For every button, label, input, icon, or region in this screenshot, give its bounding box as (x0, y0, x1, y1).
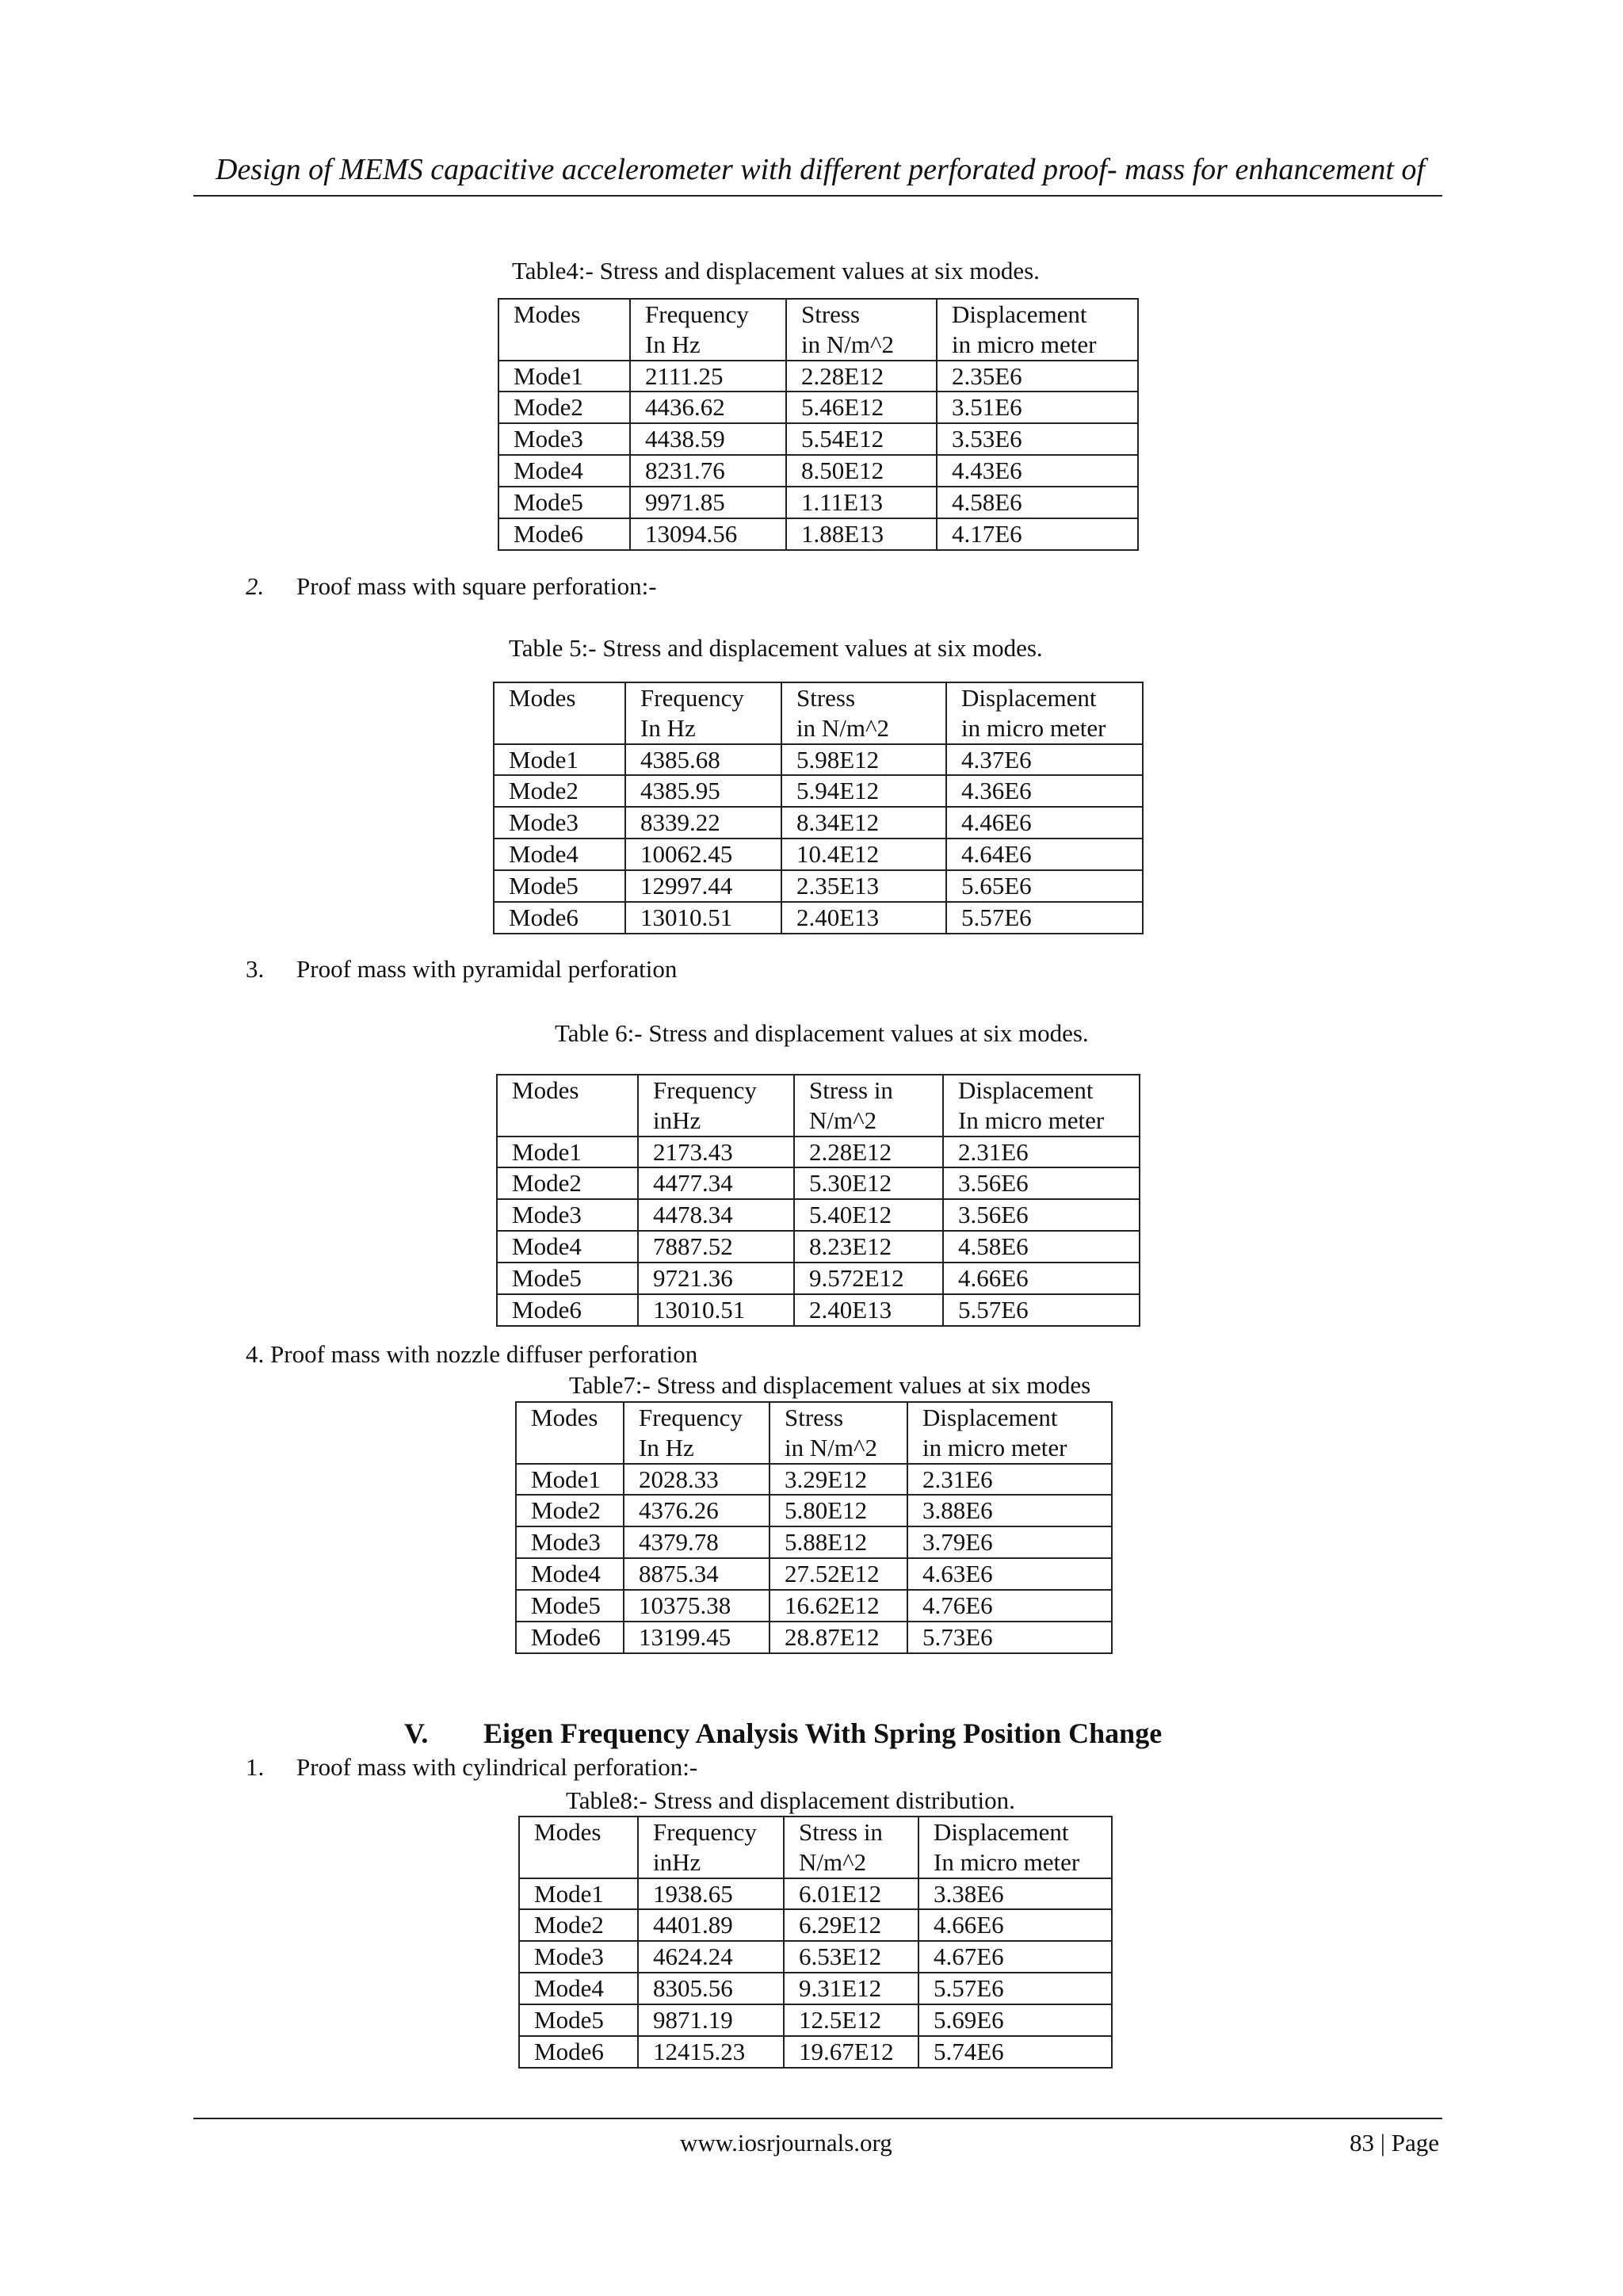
table7-caption: Table7:- Stress and displacement values at six modes (569, 1371, 1091, 1399)
table4-caption: Table4:- Stress and displacement values at six modes. (512, 257, 1040, 285)
table-header-row (494, 682, 1143, 744)
table-cell: Mode4 (498, 455, 630, 487)
column-header-line2: in micro meter (961, 713, 1106, 742)
table-cell: 4.46E6 (946, 807, 1143, 839)
table-cell: 5.57E6 (943, 1294, 1140, 1326)
table-cell: 3.88E6 (907, 1495, 1112, 1526)
table5 (493, 682, 1144, 934)
table-cell: 4436.62 (630, 392, 786, 423)
table-cell: 5.69E6 (918, 2004, 1112, 2036)
table-cell: Mode2 (498, 392, 630, 423)
table-cell: 5.46E12 (786, 392, 937, 423)
table-row (519, 2004, 1112, 2036)
column-header-line1: Modes (509, 684, 576, 712)
table-row (519, 1909, 1112, 1941)
column-header (918, 1817, 1112, 1878)
column-header-line2: inHz (653, 1106, 701, 1134)
column-header (638, 1075, 794, 1137)
table-cell: 2173.43 (638, 1137, 794, 1168)
table-row (516, 1495, 1112, 1526)
table-cell: 9871.19 (638, 2004, 784, 2036)
table-row (516, 1464, 1112, 1496)
column-header-line1: Frequency (653, 1818, 757, 1846)
table-row (498, 361, 1138, 392)
table-row (494, 839, 1143, 870)
table-cell: 4438.59 (630, 423, 786, 455)
column-header (781, 682, 946, 744)
column-header (907, 1402, 1112, 1464)
table-cell: Mode5 (498, 487, 630, 518)
column-header-line2: N/m^2 (799, 1847, 867, 1876)
column-header-line1: Modes (514, 300, 581, 328)
table-cell: 5.30E12 (794, 1167, 943, 1199)
table-row (494, 807, 1143, 839)
table-cell: 1.11E13 (786, 487, 937, 518)
table-cell: 2.31E6 (907, 1464, 1112, 1496)
table-cell: 13094.56 (630, 518, 786, 550)
list-number: 1. (246, 1753, 265, 1781)
table-cell: 1.88E13 (786, 518, 937, 550)
table-cell: 5.57E6 (946, 902, 1143, 934)
table-cell: Mode1 (494, 744, 625, 776)
table-row (516, 1558, 1112, 1590)
column-header-line1: Displacement (952, 300, 1087, 328)
list-item-cylindrical-perforation (246, 1753, 697, 1782)
table-cell: 4478.34 (638, 1199, 794, 1231)
table-cell: Mode3 (519, 1941, 638, 1973)
table-cell: 13199.45 (624, 1622, 769, 1653)
table-cell: Mode1 (498, 361, 630, 392)
table-cell: 2.35E6 (937, 361, 1138, 392)
table-cell: 5.57E6 (918, 1973, 1112, 2004)
footer-rule (193, 2118, 1442, 2119)
table-cell: Mode3 (498, 423, 630, 455)
table6 (496, 1074, 1140, 1327)
table-row (498, 423, 1138, 455)
footer-page-number: 83 | Page (1350, 2129, 1439, 2157)
table-cell: 4624.24 (638, 1941, 784, 1973)
table-cell: 4379.78 (624, 1526, 769, 1558)
table-cell: 4401.89 (638, 1909, 784, 1941)
section-number: V. (404, 1717, 429, 1749)
table-cell: Mode5 (497, 1263, 638, 1294)
column-header-line2: in N/m^2 (796, 713, 890, 742)
table-cell: 9.572E12 (794, 1263, 943, 1294)
table-row (519, 1941, 1112, 1973)
column-header-line2: In micro meter (958, 1106, 1105, 1134)
table-cell: 4.43E6 (937, 455, 1138, 487)
table-cell: 4.66E6 (918, 1909, 1112, 1941)
footer-url: www.iosrjournals.org (680, 2129, 892, 2157)
table-cell: 2.28E12 (794, 1137, 943, 1168)
table-cell: 8339.22 (625, 807, 781, 839)
column-header-line2: In Hz (645, 330, 701, 358)
table-cell: Mode4 (519, 1973, 638, 2004)
table-cell: Mode1 (519, 1878, 638, 1910)
table-cell: 4.67E6 (918, 1941, 1112, 1973)
table-row (494, 902, 1143, 934)
column-header-line1: Frequency (653, 1076, 757, 1104)
table-cell: 8305.56 (638, 1973, 784, 2004)
table-cell: 4376.26 (624, 1495, 769, 1526)
list-item-nozzle-perforation: 4. Proof mass with nozzle diffuser perforation (246, 1340, 698, 1368)
column-header-line2 (531, 1433, 623, 1463)
column-header-line1: Modes (534, 1818, 601, 1846)
table-cell: 16.62E12 (769, 1590, 907, 1622)
table-cell: 5.88E12 (769, 1526, 907, 1558)
table-cell: 4.58E6 (937, 487, 1138, 518)
table-row (497, 1137, 1140, 1168)
table-row (519, 1878, 1112, 1910)
table-cell: 4.17E6 (937, 518, 1138, 550)
table-cell: Mode6 (494, 902, 625, 934)
column-header (638, 1817, 784, 1878)
column-header (786, 299, 937, 361)
column-header-line2 (512, 1106, 637, 1136)
table-cell: 28.87E12 (769, 1622, 907, 1653)
table6-caption: Table 6:- Stress and displacement values at six modes. (555, 1019, 1089, 1047)
table-cell: 3.38E6 (918, 1878, 1112, 1910)
column-header-line2: in N/m^2 (785, 1433, 878, 1461)
column-header-line1: Displacement (961, 684, 1097, 712)
column-header-line2 (509, 713, 624, 743)
table-cell: 5.54E12 (786, 423, 937, 455)
table-cell: 3.51E6 (937, 392, 1138, 423)
table-cell: 2.31E6 (943, 1137, 1140, 1168)
table-cell: Mode6 (498, 518, 630, 550)
table-cell: 3.79E6 (907, 1526, 1112, 1558)
table-cell: 2.28E12 (786, 361, 937, 392)
table-cell: 19.67E12 (784, 2036, 918, 2068)
table-cell: Mode2 (516, 1495, 624, 1526)
column-header (937, 299, 1138, 361)
table-row (497, 1263, 1140, 1294)
table-cell: 5.74E6 (918, 2036, 1112, 2068)
table-cell: Mode2 (497, 1167, 638, 1199)
table8-caption: Table8:- Stress and displacement distribution. (566, 1786, 1015, 1814)
table-cell: 12997.44 (625, 870, 781, 902)
table-cell: Mode1 (497, 1137, 638, 1168)
column-header-line2: in N/m^2 (801, 330, 895, 358)
table-row (497, 1167, 1140, 1199)
column-header-line2: N/m^2 (809, 1106, 877, 1134)
table-cell: 5.98E12 (781, 744, 946, 776)
column-header-line1: Displacement (922, 1404, 1058, 1431)
table-cell: 2111.25 (630, 361, 786, 392)
table-cell: 4385.68 (625, 744, 781, 776)
table-row (497, 1199, 1140, 1231)
table-row (498, 455, 1138, 487)
table-cell: 5.73E6 (907, 1622, 1112, 1653)
list-number: 2. (246, 572, 265, 600)
table5-caption: Table 5:- Stress and displacement values at six modes. (509, 634, 1043, 662)
column-header-line2: In micro meter (934, 1847, 1080, 1876)
column-header (625, 682, 781, 744)
table-header-row (497, 1075, 1140, 1137)
table-cell: 9971.85 (630, 487, 786, 518)
list-text: Proof mass with square perforation:- (296, 572, 657, 600)
column-header-line1: Modes (512, 1076, 579, 1104)
table-cell: Mode6 (516, 1622, 624, 1653)
table-row (498, 487, 1138, 518)
table-cell: 4.64E6 (946, 839, 1143, 870)
table-cell: 6.29E12 (784, 1909, 918, 1941)
column-header-line1: Stress (796, 684, 856, 712)
list-item-pyramidal-perforation (246, 955, 677, 984)
table-row (498, 518, 1138, 550)
table-row (498, 392, 1138, 423)
table-cell: 3.29E12 (769, 1464, 907, 1496)
table-cell: 4.37E6 (946, 744, 1143, 776)
table-cell: 8231.76 (630, 455, 786, 487)
table-cell: Mode2 (494, 775, 625, 807)
table-cell: 5.80E12 (769, 1495, 907, 1526)
column-header (519, 1817, 638, 1878)
table-cell: 10375.38 (624, 1590, 769, 1622)
table-row (494, 870, 1143, 902)
table-cell: Mode5 (519, 2004, 638, 2036)
table-cell: Mode5 (494, 870, 625, 902)
section-heading (404, 1717, 1162, 1750)
table-cell: 10062.45 (625, 839, 781, 870)
column-header-line2 (514, 330, 629, 360)
table-cell: 4.66E6 (943, 1263, 1140, 1294)
column-header-line1: Displacement (934, 1818, 1069, 1846)
table-cell: Mode4 (497, 1231, 638, 1263)
list-text: Proof mass with cylindrical perforation:- (296, 1753, 698, 1781)
table-cell: 4.63E6 (907, 1558, 1112, 1590)
table-cell: 4.36E6 (946, 775, 1143, 807)
column-header (794, 1075, 943, 1137)
column-header-line1: Frequency (640, 684, 744, 712)
table-cell: Mode6 (519, 2036, 638, 2068)
table-cell: 4.58E6 (943, 1231, 1140, 1263)
table-cell: 27.52E12 (769, 1558, 907, 1590)
column-header-line1: Stress in (799, 1818, 883, 1846)
table-cell: Mode1 (516, 1464, 624, 1496)
table-header-row (519, 1817, 1112, 1878)
running-header-title: Design of MEMS capacitive accelerometer with different perforated proof- mass for enhancement of (216, 153, 1425, 186)
table-row (516, 1622, 1112, 1653)
column-header (516, 1402, 624, 1464)
table-cell: 3.53E6 (937, 423, 1138, 455)
table-cell: 3.56E6 (943, 1167, 1140, 1199)
column-header-line1: Modes (531, 1404, 598, 1431)
table-row (516, 1526, 1112, 1558)
column-header-line1: Displacement (958, 1076, 1094, 1104)
column-header-line2: In Hz (639, 1433, 694, 1461)
table-cell: 8.23E12 (794, 1231, 943, 1263)
column-header-line2: inHz (653, 1847, 701, 1876)
section-title: Eigen Frequency Analysis With Spring Position Change (483, 1717, 1163, 1749)
column-header-line2: in micro meter (922, 1433, 1067, 1461)
table-cell: 2028.33 (624, 1464, 769, 1496)
table-cell: Mode4 (516, 1558, 624, 1590)
table-row (497, 1294, 1140, 1326)
column-header-line1: Stress (785, 1404, 844, 1431)
table-cell: 7887.52 (638, 1231, 794, 1263)
column-header (630, 299, 786, 361)
list-number: 3. (246, 955, 265, 983)
table-cell: 5.94E12 (781, 775, 946, 807)
column-header-line1: Frequency (639, 1404, 743, 1431)
table-cell: 4.76E6 (907, 1590, 1112, 1622)
table-cell: 9721.36 (638, 1263, 794, 1294)
table-row (516, 1590, 1112, 1622)
table-cell: 10.4E12 (781, 839, 946, 870)
table-cell: Mode4 (494, 839, 625, 870)
table-header-row (498, 299, 1138, 361)
column-header (943, 1075, 1140, 1137)
table-cell: 13010.51 (625, 902, 781, 934)
list-text: Proof mass with pyramidal perforation (296, 955, 678, 983)
table-cell: Mode3 (516, 1526, 624, 1558)
table-cell: 6.01E12 (784, 1878, 918, 1910)
column-header-line1: Stress in (809, 1076, 893, 1104)
column-header (769, 1402, 907, 1464)
column-header (494, 682, 625, 744)
column-header-line2: in micro meter (952, 330, 1097, 358)
table-cell: Mode3 (497, 1199, 638, 1231)
table-row (494, 744, 1143, 776)
column-header-line1: Stress (801, 300, 861, 328)
table-row (494, 775, 1143, 807)
table-cell: 2.35E13 (781, 870, 946, 902)
header-rule (193, 195, 1442, 197)
table-cell: Mode6 (497, 1294, 638, 1326)
table-cell: 8875.34 (624, 1558, 769, 1590)
column-header (784, 1817, 918, 1878)
table-cell: 8.50E12 (786, 455, 937, 487)
table-cell: Mode2 (519, 1909, 638, 1941)
table-cell: 4477.34 (638, 1167, 794, 1199)
table8 (518, 1816, 1113, 2069)
table-header-row (516, 1402, 1112, 1464)
column-header-line2 (534, 1847, 637, 1878)
table-cell: 1938.65 (638, 1878, 784, 1910)
table-cell: 2.40E13 (781, 902, 946, 934)
column-header (624, 1402, 769, 1464)
table4 (498, 298, 1139, 551)
table-cell: 8.34E12 (781, 807, 946, 839)
table-cell: 4385.95 (625, 775, 781, 807)
table-cell: 12.5E12 (784, 2004, 918, 2036)
table-row (519, 2036, 1112, 2068)
table-cell: 9.31E12 (784, 1973, 918, 2004)
table-row (519, 1973, 1112, 2004)
table-cell: 5.65E6 (946, 870, 1143, 902)
table-cell: 5.40E12 (794, 1199, 943, 1231)
table-cell: 6.53E12 (784, 1941, 918, 1973)
column-header-line2: In Hz (640, 713, 696, 742)
table-cell: Mode3 (494, 807, 625, 839)
list-item-square-perforation (246, 572, 657, 601)
table7 (515, 1401, 1113, 1654)
column-header (498, 299, 630, 361)
column-header-line1: Frequency (645, 300, 749, 328)
table-cell: Mode5 (516, 1590, 624, 1622)
table-cell: 12415.23 (638, 2036, 784, 2068)
table-cell: 2.40E13 (794, 1294, 943, 1326)
column-header (497, 1075, 638, 1137)
table-cell: 13010.51 (638, 1294, 794, 1326)
table-row (497, 1231, 1140, 1263)
column-header (946, 682, 1143, 744)
table-cell: 3.56E6 (943, 1199, 1140, 1231)
